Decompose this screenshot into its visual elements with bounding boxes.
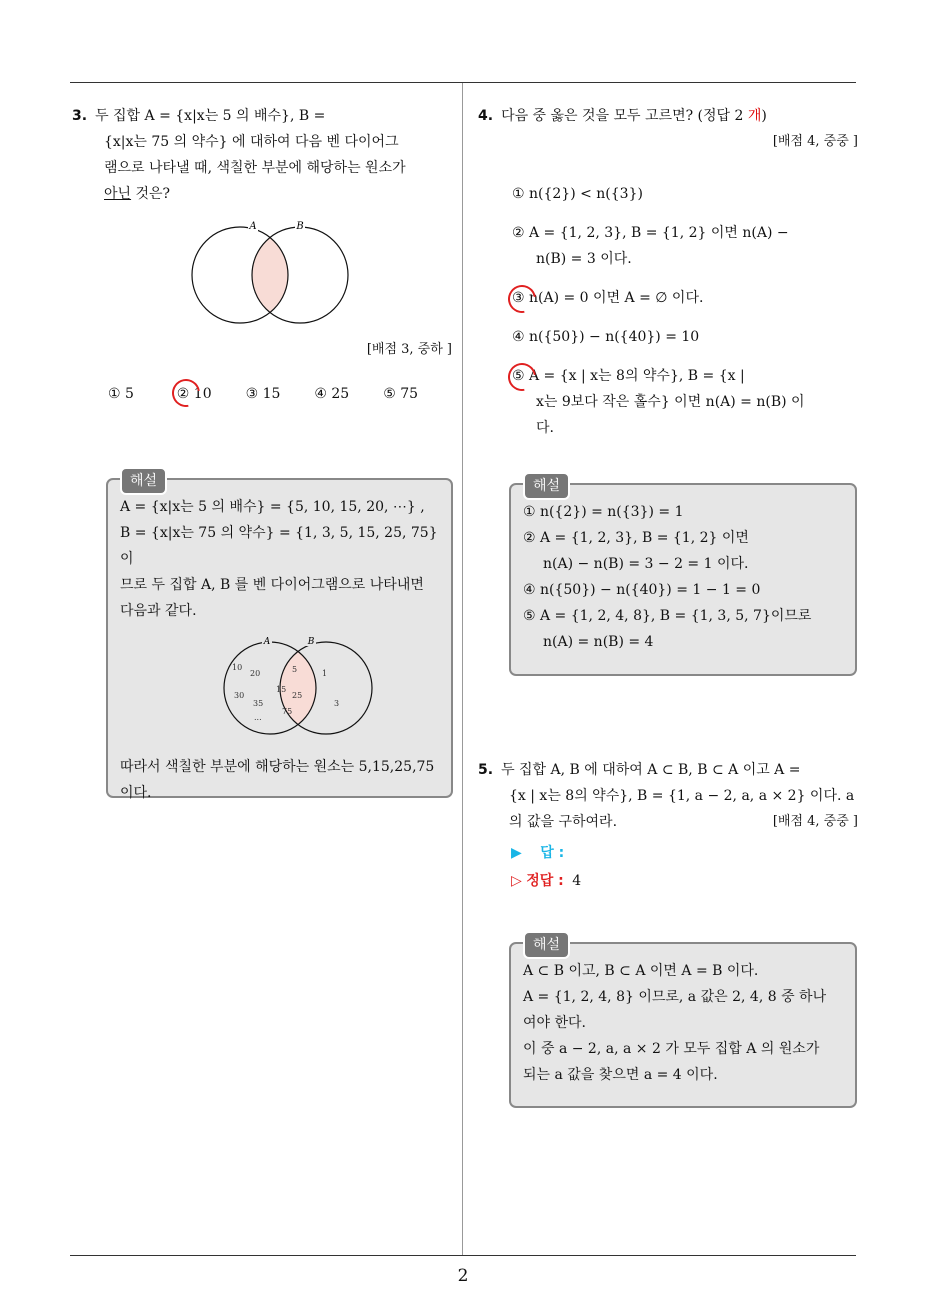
choice-list [72,381,452,407]
page-number: 2 [457,1266,469,1286]
solution-box-q5: 해설 A ⊂ B 이고, B ⊂ A 이면 A = B 이다. A = {1, 2, 4, 8} 이므로, a 값은 2, 4, 8 중 하나 여야 한다. 이 중 a − 2, a, a × 2 가 모두 집합 A 의 원소가 되는 a 값을 찾으면 a = 4 이다. [509,942,857,1108]
solution-venn-label-a: A [263,637,271,647]
choice-4[interactable]: ④ 25 [314,386,350,402]
venn-element: 15 [276,685,287,694]
venn-label-a: A [249,221,257,232]
venn-diagram [72,217,452,327]
venn-element: 75 [282,707,293,716]
solution-box-q4: 해설 ① n({2}) = n({3}) = 1 ② A = {1, 2, 3}, B = {1, 2} 이면 n(A) − n(B) = 3 − 2 = 1 이다. ④ n({50}) − n({40}) = 1 − 1 = 0 ⑤ A = {1, 2, 4, 8}, B = {1, 3, 5, 7}이므로 n(A) = n(B) = 4 [509,483,857,676]
solution-venn-diagram [120,632,440,742]
solution-box-q3: 해설 A = {x|x는 5 의 배수} = {5, 10, 15, 20, ⋯} , B = {x|x는 75 의 약수} = {1, 3, 5, 15, 25, 75} 이 므로 두 집합 A, B 를 벤 다이어그램으로 나타내면 다음과 같다. A B 10 20 30 35 ... 5 15 25 75 1 3 따라서 색칠한 부분에 해당하는 원소는 5,15,25,75 이다. [106,478,453,798]
solution-tag: 해설 [120,467,167,495]
score-label: [배점 4, 중중 ] [772,134,858,149]
venn-label-b: B [296,221,304,232]
left-column [72,103,452,407]
venn-element: 35 [253,699,264,708]
choice-1[interactable]: ① n({2}) < n({3}) [512,186,643,202]
venn-element: 1 [322,669,328,678]
score-label: [배점 4, 중중 ] [772,814,858,829]
play-arrow-icon: ▶ [511,845,522,861]
bottom-rule [70,1255,856,1256]
correct-answer-row: ▷ 정답 : 4 [511,873,582,889]
underlined-word: 아닌 [104,186,132,202]
question-3: 3. 두 집합 A = {x|x는 5 의 배수}, B = {x|x는 75 의 약수} 에 대하여 다음 벤 다이어그 램으로 나타낼 때, 색칠한 부분에 해당하는 원소가 아닌 것은? [72,108,406,202]
venn-element: 25 [292,691,303,700]
question-4: 4. 다음 중 옳은 것을 모두 고르면? (정답 2 개) [배점 4, 중중 ] [478,103,858,155]
answer-mark-icon [503,280,542,319]
venn-element: 20 [250,669,261,678]
choice-4[interactable]: ④ n({50}) − n({40}) = 10 [512,329,700,345]
choice-2[interactable]: ② 10 [177,381,246,407]
question-number: 4. [478,108,494,124]
solution-tag: 해설 [523,931,570,959]
answer-input-row[interactable]: ▶ 답 : [511,845,565,861]
venn-element: ... [254,713,262,722]
choice-2[interactable]: ② A = {1, 2, 3}, B = {1, 2} 이면 n(A) − n(B) = 3 이다. [512,225,789,267]
choice-list [478,181,858,441]
choice-5[interactable]: ⑤ A = {x | x는 8의 약수}, B = {x | x는 9보다 작은 홀수} 이면 n(A) = n(B) 이 다. [478,363,858,441]
outline-arrow-icon: ▷ [511,873,522,889]
venn-element: 10 [232,663,243,672]
score-label: [배점 3, 중하 ] [366,342,452,357]
venn-element: 5 [292,665,298,674]
venn-element: 3 [334,699,340,708]
column-divider [462,83,463,1255]
question-number: 3. [72,108,88,124]
venn-element: 30 [234,691,245,700]
choice-3[interactable]: ③ 15 [245,386,281,402]
solution-tag: 해설 [523,472,570,500]
choice-3[interactable]: ③ n(A) = 0 이면 A = ∅ 이다. [478,285,858,311]
question-number: 5. [478,762,494,778]
choice-1[interactable]: ① 5 [108,386,134,402]
choice-5[interactable]: ⑤ 75 [383,386,419,402]
solution-venn-label-b: B [307,637,315,647]
question-5: 5. 두 집합 A, B 에 대하여 A ⊂ B, B ⊂ A 이고 A = {x | x는 8의 약수}, B = {1, a − 2, a, a × 2} 이다. a 의 값을 구하여라. [배점 4, 중중 ] ▶ 답 : ▷ 정답 : 4 [478,757,858,895]
right-column [478,103,858,454]
top-rule [70,82,856,83]
